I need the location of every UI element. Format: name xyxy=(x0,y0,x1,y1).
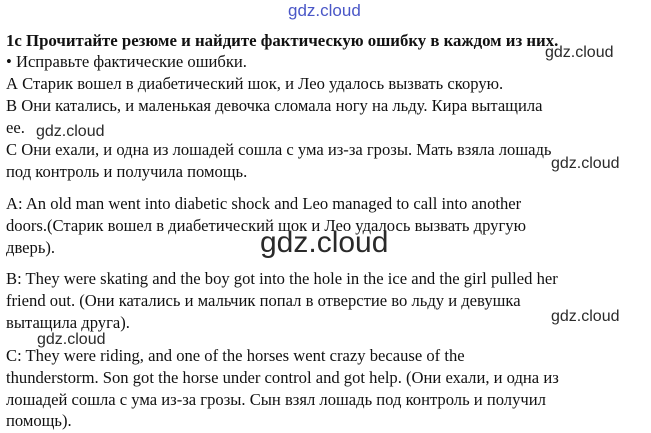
watermark-right-2: gdz.cloud xyxy=(551,155,620,172)
watermark-center: gdz.cloud xyxy=(260,226,389,259)
watermark-left-2: gdz.cloud xyxy=(37,331,106,348)
answer-b-line2: friend out. (Они катались и мальчик попал в отверстие во льду и девушка xyxy=(6,291,521,310)
summary-b-line1: В Они катались, и маленькая девочка сломала ногу на льду. Кира вытащила xyxy=(6,96,543,115)
watermark-right-3: gdz.cloud xyxy=(551,308,620,325)
summary-c-line2: под контроль и получила помощь. xyxy=(6,162,248,181)
answer-b-line1: B: They were skating and the boy got into the hole in the ice and the girl pulled her xyxy=(6,269,558,288)
task-instruction: • Исправьте фактические ошибки. xyxy=(6,52,247,71)
answer-b-line3: вытащила друга). xyxy=(6,313,130,332)
watermark-top: gdz.cloud xyxy=(288,1,361,20)
answer-c-line2: thunderstorm. Son got the horse under control and got help. (Они ехали, и одна из xyxy=(6,368,559,387)
answer-a-line2: doors.(Старик вошел в диабетический шок и Лео удалось вызвать другую xyxy=(6,216,526,235)
answer-c-line3: лошадей сошла с ума из-за грозы. Сын взял лошадь под контроль и получил xyxy=(6,390,546,409)
summary-b-line2: ее. xyxy=(6,118,25,137)
watermark-right-1: gdz.cloud xyxy=(545,44,614,61)
summary-a: А Старик вошел в диабетический шок, и Лео удалось вызвать скорую. xyxy=(6,74,504,93)
watermark-left-1: gdz.cloud xyxy=(36,123,105,140)
task-title: 1c Прочитайте резюме и найдите фактическую ошибку в каждом из них. xyxy=(6,31,559,50)
answer-c-line1: C: They were riding, and one of the horses went crazy because of the xyxy=(6,346,465,365)
answer-c-line4: помощь). xyxy=(6,411,72,430)
answer-a-line3: дверь). xyxy=(6,238,56,257)
summary-c-line1: С Они ехали, и одна из лошадей сошла с ума из-за грозы. Мать взяла лошадь xyxy=(6,140,552,159)
answer-a-line1: A: An old man went into diabetic shock and Leo managed to call into another xyxy=(6,194,522,213)
